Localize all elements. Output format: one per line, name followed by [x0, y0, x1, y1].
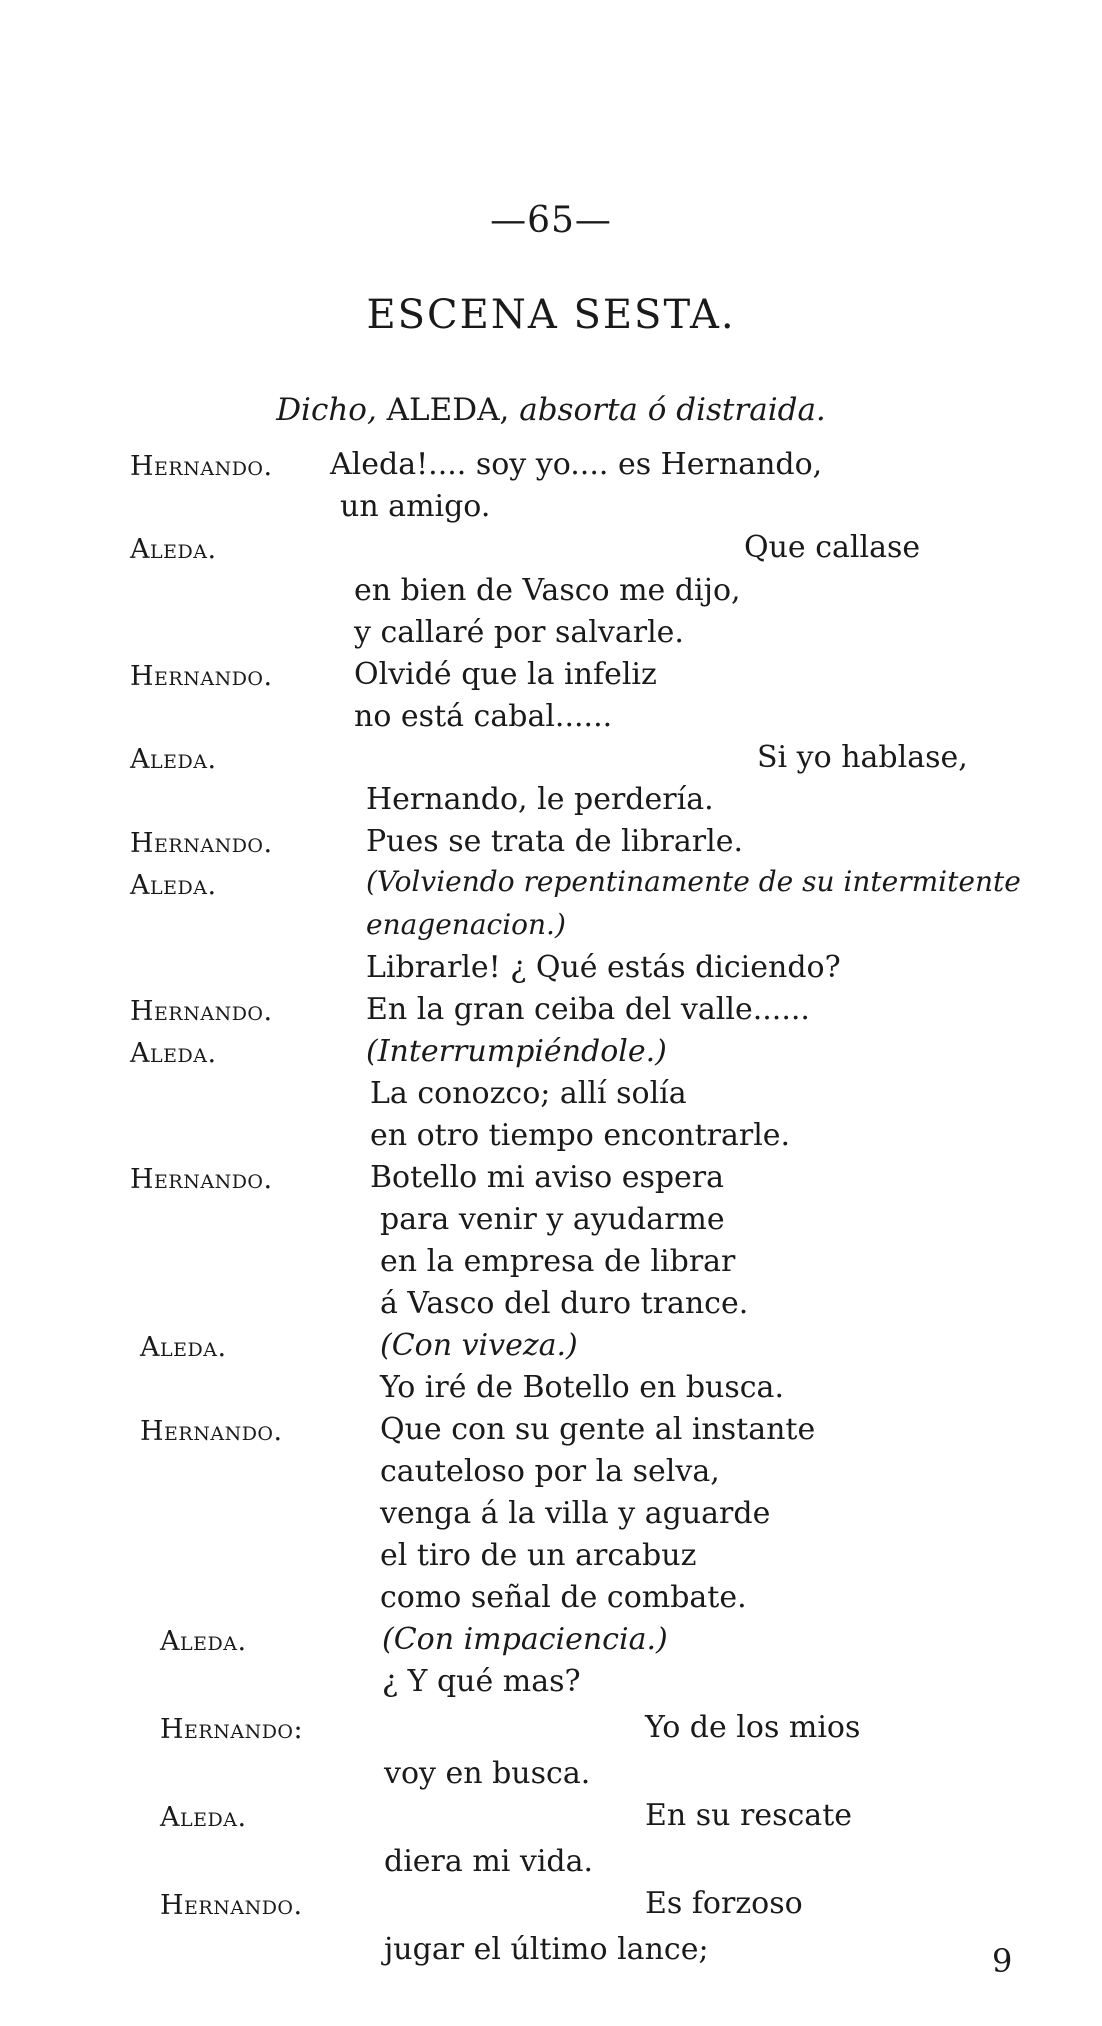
- speaker-label: Aleda.: [130, 534, 217, 565]
- character-name: ALEDA,: [386, 392, 510, 428]
- stage-direction-italic: absorta ó distraida.: [519, 392, 826, 428]
- verse-line: En la gran ceiba del valle......: [366, 992, 810, 1027]
- stage-direction: (Interrumpiéndole.): [366, 1034, 667, 1069]
- verse-line: ¿ Y qué mas?: [382, 1664, 581, 1699]
- stage-direction: enagenacion.): [366, 908, 566, 941]
- stage-direction-italic: Dicho,: [276, 392, 377, 428]
- verse-line: Que con su gente al instante: [380, 1412, 816, 1447]
- speaker-label: Hernando.: [130, 996, 273, 1027]
- speaker-label: Hernando.: [130, 451, 273, 482]
- verse-line: á Vasco del duro trance.: [380, 1286, 749, 1321]
- scene-title: ESCENA SESTA.: [366, 292, 736, 338]
- speaker-label: Aleda.: [160, 1626, 247, 1657]
- speaker-label: Aleda.: [130, 1038, 217, 1069]
- verse-line: La conozco; allí solía: [370, 1076, 687, 1111]
- speaker-label: Aleda.: [130, 870, 217, 901]
- verse-line: En su rescate: [645, 1798, 852, 1833]
- speaker-label: Hernando.: [130, 661, 273, 692]
- speaker-label: Hernando.: [130, 1164, 273, 1195]
- verse-line: Yo iré de Botello en busca.: [380, 1370, 784, 1405]
- verse-line: no está cabal......: [354, 699, 613, 734]
- speaker-label: Aleda.: [160, 1802, 247, 1833]
- verse-line: Botello mi aviso espera: [370, 1160, 725, 1195]
- stage-direction: (Con impaciencia.): [382, 1622, 668, 1657]
- verse-line: diera mi vida.: [384, 1844, 594, 1879]
- verse-line: Yo de los mios: [645, 1710, 861, 1745]
- verse-line: jugar el último lance;: [384, 1932, 709, 1967]
- speaker-label: Aleda.: [130, 744, 217, 775]
- verse-line: Aleda!.... soy yo.... es Hernando,: [330, 447, 823, 482]
- verse-line: cauteloso por la selva,: [380, 1454, 720, 1489]
- verse-line: para venir y ayudarme: [380, 1202, 725, 1237]
- verse-line: Pues se trata de librarle.: [366, 824, 743, 859]
- verse-line: en bien de Vasco me dijo,: [354, 573, 741, 608]
- verse-line: Librarle! ¿ Qué estás diciendo?: [366, 950, 841, 985]
- speaker-label: Hernando:: [160, 1714, 304, 1745]
- speaker-label: Aleda.: [140, 1332, 227, 1363]
- verse-line: y callaré por salvarle.: [354, 615, 684, 650]
- stage-direction: (Con viveza.): [380, 1328, 578, 1363]
- speaker-label: Hernando.: [130, 828, 273, 859]
- verse-line: como señal de combate.: [380, 1580, 747, 1615]
- verse-line: Olvidé que la infeliz: [354, 657, 657, 692]
- verse-line: Si yo hablase,: [757, 740, 968, 775]
- signature-mark: 9: [992, 1942, 1013, 1980]
- verse-line: en otro tiempo encontrarle.: [370, 1118, 791, 1153]
- speaker-label: Hernando.: [160, 1890, 303, 1921]
- speaker-label: Hernando.: [140, 1416, 283, 1447]
- stage-direction-heading: [0, 392, 1102, 428]
- verse-line: Que callase: [744, 530, 921, 565]
- verse-line: el tiro de un arcabuz: [380, 1538, 697, 1573]
- verse-line: Hernando, le perdería.: [366, 782, 714, 817]
- verse-line: venga á la villa y aguarde: [380, 1496, 771, 1531]
- stage-direction: (Volviendo repentinamente de su intermitente: [366, 865, 1021, 898]
- verse-line: un amigo.: [340, 489, 491, 524]
- verse-line: Es forzoso: [645, 1886, 803, 1921]
- page-number: —65—: [490, 200, 612, 241]
- verse-line: voy en busca.: [384, 1756, 591, 1791]
- verse-line: en la empresa de librar: [380, 1244, 736, 1279]
